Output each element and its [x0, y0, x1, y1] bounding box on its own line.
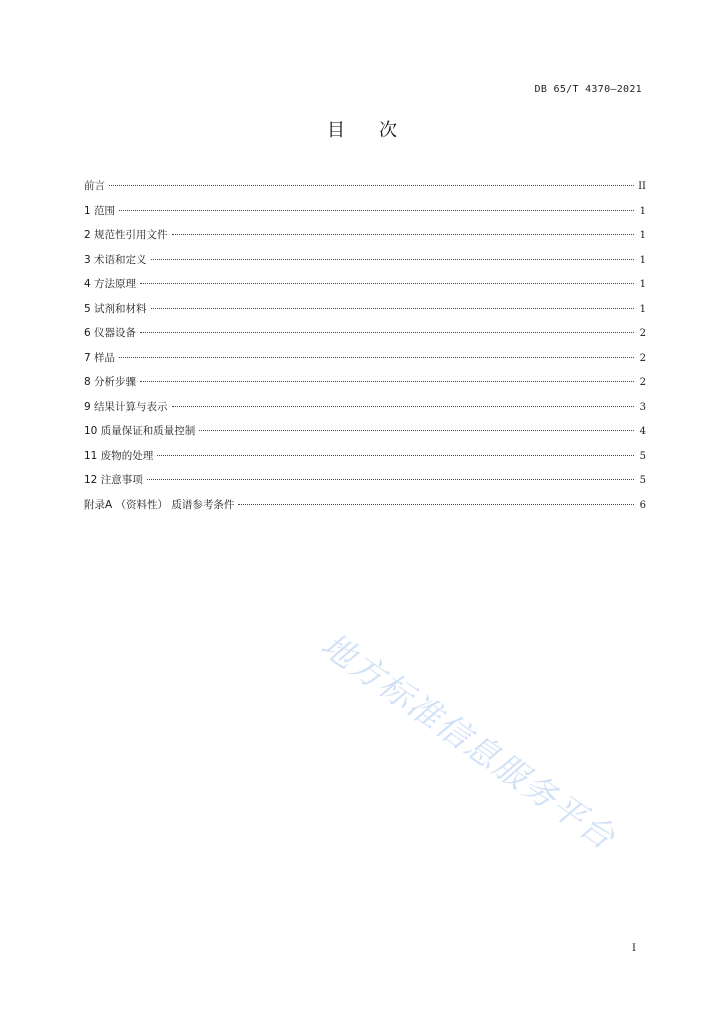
toc-entry[interactable] — [84, 252, 646, 277]
toc-entry-label: 附录A （资料性） 质谱参考条件 — [84, 498, 235, 511]
toc-entry-page: II — [638, 181, 646, 192]
toc-entry-label: 规范性引用文件 — [94, 229, 168, 241]
toc-dot-leader — [119, 357, 634, 358]
toc-dot-leader — [172, 234, 634, 235]
toc-entry-page: 5 — [639, 450, 646, 462]
toc-entry[interactable] — [84, 301, 646, 326]
toc-entry-label: 样品 — [94, 351, 116, 364]
toc-entry-label: 前言 — [84, 180, 105, 192]
toc-entry-number: 8 — [84, 376, 95, 388]
toc-entry-number: 1 — [84, 204, 95, 217]
toc-entry-page: 4 — [639, 426, 646, 437]
toc-entry[interactable] — [84, 203, 646, 228]
toc-entry[interactable] — [84, 325, 646, 350]
toc-dot-leader — [140, 332, 634, 333]
toc-entry[interactable] — [84, 472, 646, 497]
toc-entry-page: 1 — [639, 279, 646, 290]
toc-entry-page: 1 — [639, 303, 646, 315]
toc-dot-leader — [151, 308, 634, 309]
toc-entry[interactable] — [84, 276, 646, 301]
toc-entry-page: 1 — [639, 254, 646, 266]
toc-entry-page: 2 — [639, 377, 646, 388]
toc-entry-label: 注意事项 — [100, 474, 143, 486]
toc-dot-leader — [140, 283, 634, 284]
toc-entry-number: 6 — [84, 327, 95, 339]
toc-dot-leader — [157, 455, 634, 456]
toc-entry-number: 7 — [84, 351, 95, 364]
toc-entry-page: 3 — [639, 401, 646, 413]
toc-entry-label: 结果计算与表示 — [94, 400, 168, 413]
toc-entry[interactable] — [84, 497, 646, 522]
page-title: 目次 — [327, 120, 431, 141]
toc-dot-leader — [109, 185, 634, 186]
toc-dot-leader — [199, 430, 634, 431]
toc-entry-label: 方法原理 — [94, 278, 137, 290]
toc-entry[interactable] — [84, 423, 646, 448]
toc-entry-number: 5 — [84, 302, 95, 315]
toc-entry-page: 6 — [639, 499, 646, 511]
toc-entry-number: 10 — [84, 425, 101, 437]
toc-entry-page: 1 — [639, 205, 646, 217]
toc-entry-number: 4 — [84, 278, 95, 290]
toc-entry[interactable] — [84, 399, 646, 424]
table-of-contents — [84, 178, 646, 521]
toc-entry-label: 范围 — [94, 204, 116, 217]
toc-dot-leader — [151, 259, 634, 260]
toc-entry[interactable] — [84, 178, 646, 203]
page-number: I — [632, 943, 636, 954]
toc-entry-page: 1 — [639, 230, 646, 241]
toc-dot-leader — [147, 479, 634, 480]
toc-entry[interactable] — [84, 350, 646, 375]
toc-entry-label: 质量保证和质量控制 — [100, 425, 196, 437]
toc-entry-page: 5 — [639, 475, 646, 486]
toc-entry-label: 试剂和材料 — [94, 302, 147, 315]
toc-entry-number: 2 — [84, 229, 95, 241]
toc-entry-label: 术语和定义 — [94, 253, 147, 266]
watermark: 地方标准信息服务平台 — [314, 624, 624, 858]
toc-entry-number: 12 — [84, 474, 101, 486]
toc-entry[interactable] — [84, 448, 646, 473]
toc-entry-number: 9 — [84, 400, 95, 413]
toc-dot-leader — [119, 210, 634, 211]
toc-entry-page: 2 — [639, 328, 646, 339]
toc-entry-page: 2 — [639, 352, 646, 364]
toc-entry[interactable] — [84, 374, 646, 399]
toc-dot-leader — [238, 504, 634, 505]
toc-dot-leader — [140, 381, 634, 382]
toc-entry[interactable] — [84, 227, 646, 252]
toc-entry-number: 3 — [84, 253, 95, 266]
toc-entry-number: 11 — [84, 449, 101, 462]
toc-dot-leader — [172, 406, 634, 407]
document-code: DB 65/T 4370—2021 — [534, 84, 642, 95]
toc-entry-label: 仪器设备 — [94, 327, 137, 339]
toc-entry-label: 分析步骤 — [94, 376, 137, 388]
toc-entry-label: 废物的处理 — [100, 449, 154, 462]
